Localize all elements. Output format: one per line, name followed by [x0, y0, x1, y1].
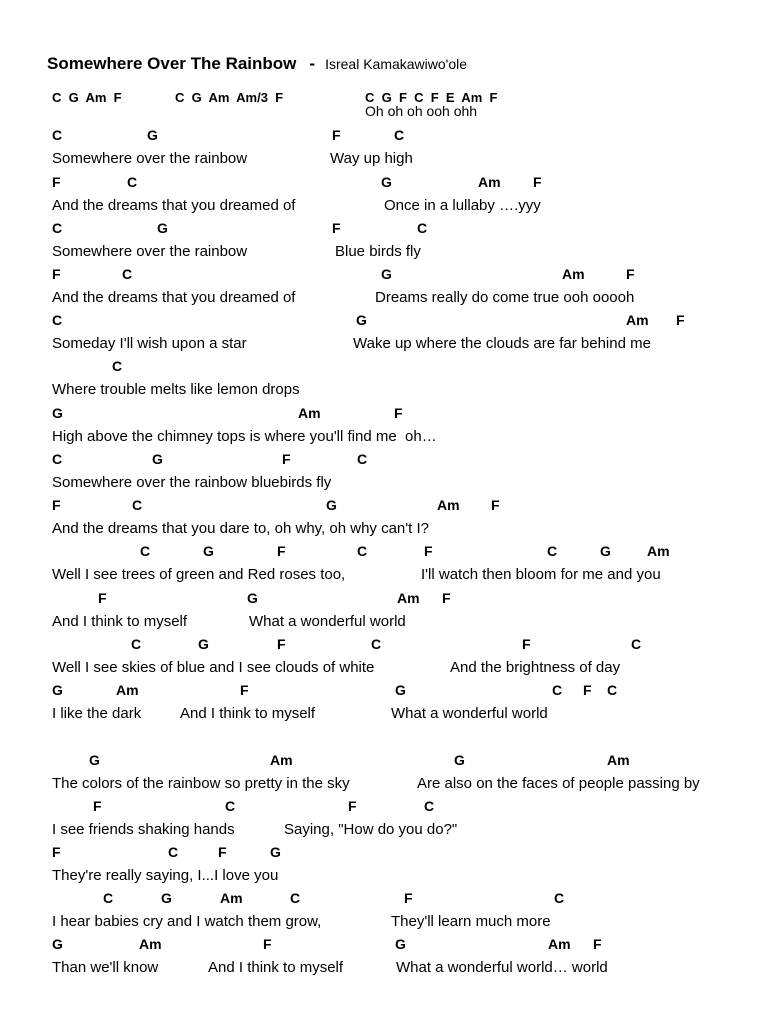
chord: F: [348, 798, 357, 814]
lyric-text: What a wonderful world: [249, 613, 406, 630]
chord: G: [600, 543, 611, 559]
chord: G: [161, 890, 172, 906]
lyric-text: Wake up where the clouds are far behind me: [353, 335, 651, 352]
lyric-line: [0, 913, 768, 933]
lyric-text: I like the dark: [52, 705, 142, 722]
lyric-line: [0, 821, 768, 841]
lyric-line: [0, 289, 768, 309]
lyric-line: [0, 150, 768, 170]
lyric-line: [0, 705, 768, 725]
chord: F: [52, 844, 61, 860]
lyric-text: And the dreams that you dreamed of: [52, 289, 296, 306]
chord: F: [52, 174, 61, 190]
chord: G: [198, 636, 209, 652]
lyric-text: Well I see skies of blue and I see clouds of white: [52, 659, 375, 676]
chord-line: [0, 497, 768, 517]
chord: C: [122, 266, 133, 282]
chord: Am: [298, 405, 321, 421]
chord: Am: [626, 312, 649, 328]
chord-line: [0, 543, 768, 563]
chord: C: [631, 636, 642, 652]
intro-chord-group: C G Am F: [52, 90, 122, 105]
lyric-text: Somewhere over the rainbow: [52, 150, 248, 167]
chord: C: [168, 844, 179, 860]
chord: Am: [548, 936, 571, 952]
lyric-line: [0, 659, 768, 679]
lyric-text: Are also on the faces of people passing by: [417, 775, 700, 792]
chord: C: [552, 682, 563, 698]
chord: F: [394, 405, 403, 421]
lyric-line: [0, 381, 768, 401]
lyric-text: Blue birds fly: [335, 243, 421, 260]
chord: C: [140, 543, 151, 559]
chord: G: [89, 752, 100, 768]
chord: C: [52, 127, 63, 143]
chord: C: [357, 543, 368, 559]
chord: C: [554, 890, 565, 906]
chord: G: [454, 752, 465, 768]
lyric-text: Well I see trees of green and Red roses too,: [52, 566, 346, 583]
lyric-text: And the dreams that you dare to, oh why, oh why can't I?: [52, 520, 429, 537]
lyric-text: Where trouble melts like lemon drops: [52, 381, 300, 398]
song-title: Somewhere Over The Rainbow: [47, 54, 297, 73]
chord: C: [607, 682, 618, 698]
chord: C: [357, 451, 368, 467]
lyric-text: What a wonderful world: [391, 705, 548, 722]
lyric-line: [0, 474, 768, 494]
chord: F: [277, 636, 286, 652]
lyric-text: Somewhere over the rainbow: [52, 243, 248, 260]
lyric-line: [0, 613, 768, 633]
chord: G: [395, 936, 406, 952]
lyric-line: [0, 520, 768, 540]
chord: F: [491, 497, 500, 513]
lyric-line: [0, 775, 768, 795]
chord: Am: [437, 497, 460, 513]
chord: G: [270, 844, 281, 860]
lyric-text: I hear babies cry and I watch them grow,: [52, 913, 322, 930]
chord: F: [52, 266, 61, 282]
chord: C: [103, 890, 114, 906]
chord-line: [0, 312, 768, 332]
lyric-text: Dreams really do come true ooh ooooh: [375, 289, 635, 306]
chord: F: [442, 590, 451, 606]
intro-chord-group: C G F C F E Am F: [365, 90, 498, 105]
lyric-text: Once in a lullaby ….yyy: [384, 197, 541, 214]
chord: C: [371, 636, 382, 652]
chord-line: [0, 220, 768, 240]
chord: C: [112, 358, 123, 374]
chord: Am: [139, 936, 162, 952]
chord-line: [0, 127, 768, 147]
chord-line: [0, 752, 768, 772]
chord: C: [225, 798, 236, 814]
chord: C: [52, 312, 63, 328]
chord: Am: [220, 890, 243, 906]
chord: F: [52, 497, 61, 513]
lyric-text: And the brightness of day: [450, 659, 621, 676]
chord: Am: [647, 543, 670, 559]
chord: G: [52, 682, 63, 698]
chord: Am: [607, 752, 630, 768]
chord-line: [0, 405, 768, 425]
lyric-text: They're really saying, I...I love you: [52, 867, 279, 884]
lyric-text: And the dreams that you dreamed of: [52, 197, 296, 214]
chord: F: [676, 312, 685, 328]
chord: G: [203, 543, 214, 559]
chord: F: [626, 266, 635, 282]
lyric-text: Than we'll know: [52, 959, 159, 976]
chord: F: [533, 174, 542, 190]
chord-line: [0, 358, 768, 378]
song-header: [47, 54, 467, 74]
chord: G: [147, 127, 158, 143]
lyric-text: High above the chimney tops is where you'll find me oh…: [52, 428, 437, 445]
chord: C: [52, 220, 63, 236]
lyric-text: Somewhere over the rainbow bluebirds fly: [52, 474, 332, 491]
chord: F: [424, 543, 433, 559]
lyric-text: They'll learn much more: [391, 913, 551, 930]
lyric-line: [0, 197, 768, 217]
chord: Am: [116, 682, 139, 698]
chord-line: [0, 266, 768, 286]
chord: G: [395, 682, 406, 698]
chord: F: [282, 451, 291, 467]
chord: C: [127, 174, 138, 190]
lyric-line: [0, 335, 768, 355]
chord-line: [0, 682, 768, 702]
chord: F: [93, 798, 102, 814]
lyric-line: [0, 243, 768, 263]
chord-line: [0, 636, 768, 656]
chord: G: [157, 220, 168, 236]
chord: G: [247, 590, 258, 606]
chord-line: [0, 890, 768, 910]
chord: C: [424, 798, 435, 814]
chord-line: [0, 936, 768, 956]
chord-line: [0, 798, 768, 818]
lyric-text: What a wonderful world… world: [396, 959, 608, 976]
intro-lyric: Oh oh oh ooh ohh: [365, 103, 478, 119]
lyric-text: Someday I'll wish upon a star: [52, 335, 247, 352]
chord: F: [240, 682, 249, 698]
chord-line: [0, 451, 768, 471]
chord-line: [0, 844, 768, 864]
lyric-text: I see friends shaking hands: [52, 821, 235, 838]
chord: F: [332, 220, 341, 236]
chord: F: [593, 936, 602, 952]
lyric-text: And I think to myself: [52, 613, 188, 630]
lyric-text: And I think to myself: [208, 959, 344, 976]
chord: C: [290, 890, 301, 906]
chord: F: [218, 844, 227, 860]
chord: F: [277, 543, 286, 559]
chord: G: [381, 266, 392, 282]
chord: Am: [397, 590, 420, 606]
lyric-text: Way up high: [330, 150, 413, 167]
lyric-text: I'll watch then bloom for me and you: [421, 566, 661, 583]
chord: F: [404, 890, 413, 906]
lyric-line: [0, 959, 768, 979]
chord: C: [394, 127, 405, 143]
chord: F: [98, 590, 107, 606]
lyric-line: [0, 566, 768, 586]
title-separator: -: [309, 54, 316, 73]
lyric-text: Saying, "How do you do?": [284, 821, 458, 838]
chord: C: [417, 220, 428, 236]
lyric-line: [0, 867, 768, 887]
chord: F: [583, 682, 592, 698]
intro-chord-group: C G Am Am/3 F: [175, 90, 284, 105]
chord-line: [0, 590, 768, 610]
chord: C: [131, 636, 142, 652]
chord-line: [0, 174, 768, 194]
chord: G: [152, 451, 163, 467]
chord: C: [52, 451, 63, 467]
artist-name: Isreal Kamakawiwo'ole: [325, 56, 468, 72]
chord: C: [547, 543, 558, 559]
chord: C: [132, 497, 143, 513]
lyric-line: [0, 428, 768, 448]
chord: Am: [478, 174, 501, 190]
chord: G: [52, 936, 63, 952]
chord: G: [52, 405, 63, 421]
chord: G: [381, 174, 392, 190]
chord: F: [522, 636, 531, 652]
chord: Am: [270, 752, 293, 768]
lyric-text: And I think to myself: [180, 705, 316, 722]
chord: F: [332, 127, 341, 143]
chord: G: [326, 497, 337, 513]
chord: G: [356, 312, 367, 328]
chord: F: [263, 936, 272, 952]
lyric-text: The colors of the rainbow so pretty in the sky: [52, 775, 350, 792]
chord: Am: [562, 266, 585, 282]
